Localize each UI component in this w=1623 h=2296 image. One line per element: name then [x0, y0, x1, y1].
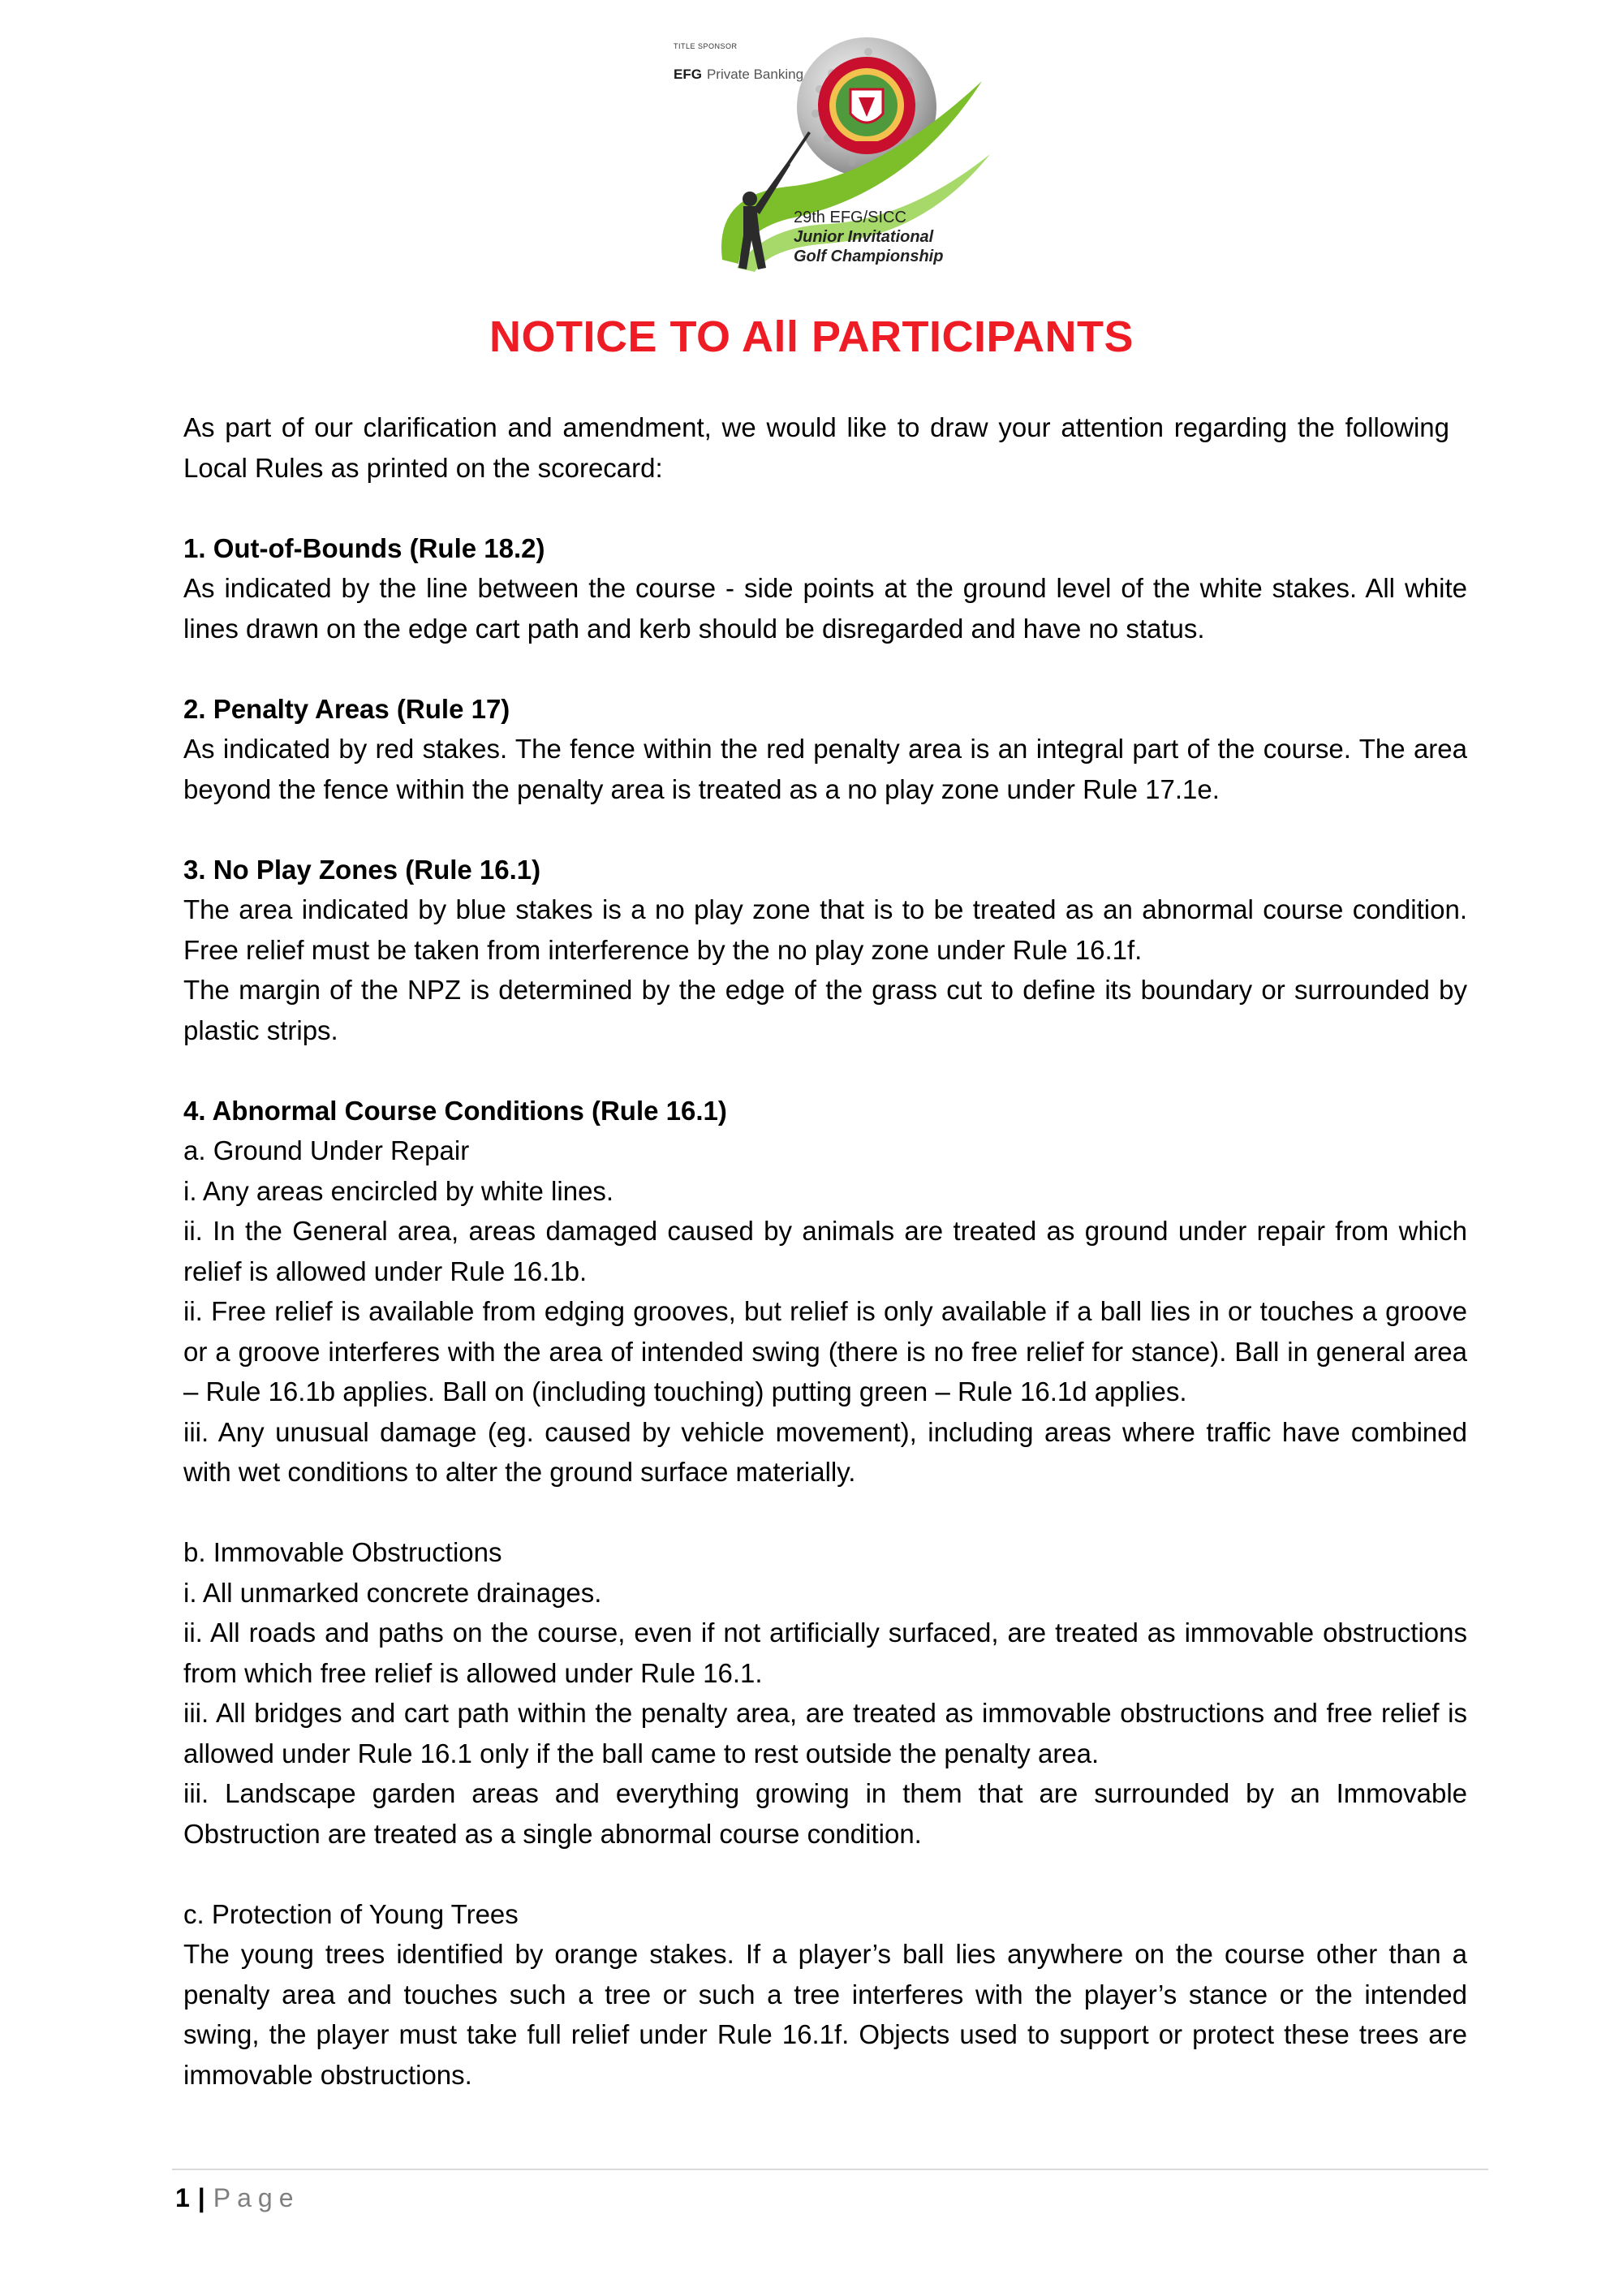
page-number: 1	[175, 2183, 190, 2212]
page-label: Page	[213, 2183, 300, 2212]
list-item: ii. Free relief is available from edging grooves, but relief is only available if a ball lies in or touches a groove or a groove interferes with the area of intended swing (there is no free relief for stance). Ball in general area – Rule 16.1b applies. Ball on (including touching) putting green – Rule 16.1d applies.	[183, 1296, 1467, 1406]
event-logo	[665, 32, 1006, 276]
section-heading: 4. Abnormal Course Conditions (Rule 16.1)	[183, 1095, 727, 1126]
event-line-2: Junior Invitational	[794, 228, 934, 246]
page-footer	[175, 2183, 299, 2213]
section-out-of-bounds	[183, 528, 1467, 649]
list-item: iii. Landscape garden areas and everything growing in them that are surrounded by an Immovable Obstruction are treated as a single abnormal course condition.	[183, 1778, 1467, 1849]
sponsor-brand-name: EFG	[674, 67, 702, 82]
section-heading: 3. No Play Zones (Rule 16.1)	[183, 854, 541, 885]
section-paragraph: The margin of the NPZ is determined by the edge of the grass cut to define its boundary or surrounded by plastic strips.	[183, 975, 1467, 1045]
subsection-young-trees	[183, 1894, 1467, 2096]
section-paragraph: The area indicated by blue stakes is a no play zone that is to be treated as an abnormal course condition. Free relief must be taken from interference by the no play zone under Rule 16.1f.	[183, 894, 1467, 965]
subsection-immovable-obstructions	[183, 1532, 1467, 1854]
list-item: i. All unmarked concrete drainages.	[183, 1577, 602, 1608]
section-paragraph: As indicated by red stakes. The fence within the red penalty area is an integral part of the course. The area beyond the fence within the penalty area is treated as a no play zone under Rule 17.1e.	[183, 734, 1467, 804]
intro-paragraph: As part of our clarification and amendment, we would like to draw your attention regarding the following Local Rules as printed on the scorecard:	[183, 412, 1449, 483]
footer-divider	[172, 2169, 1488, 2170]
list-item: ii. In the General area, areas damaged caused by animals are treated as ground under repair from which relief is allowed under Rule 16.1b.	[183, 1216, 1467, 1286]
page-title: NOTICE TO All PARTICIPANTS	[489, 312, 1134, 361]
subsection-ground-under-repair	[183, 1131, 1467, 1493]
subsection-paragraph: The young trees identified by orange stakes. If a player’s ball lies anywhere on the course other than a penalty area and touches such a tree or such a tree interferes with the player’s stance or the intended swing, the player must take full relief under Rule 16.1f. Objects used to support or protect these trees are immovable obstructions.	[183, 1939, 1467, 2090]
section-penalty-areas	[183, 689, 1467, 810]
subsection-title: a. Ground Under Repair	[183, 1135, 470, 1165]
section-no-play-zones	[183, 850, 1467, 1051]
event-line-3: Golf Championship	[794, 248, 944, 265]
section-paragraph: As indicated by the line between the course - side points at the ground level of the white stakes. All white lines drawn on the edge cart path and kerb should be disregarded and have no status.	[183, 573, 1467, 644]
section-abnormal-course-conditions	[183, 1091, 1467, 2096]
sponsor-label: TITLE SPONSOR	[674, 42, 738, 50]
subsection-title: b. Immovable Obstructions	[183, 1537, 502, 1567]
subsection-title: c. Protection of Young Trees	[183, 1898, 519, 1929]
section-heading: 1. Out-of-Bounds (Rule 18.2)	[183, 532, 545, 563]
notice-body	[183, 407, 1467, 2095]
event-line-1: 29th EFG/SICC	[794, 209, 906, 226]
event-title-block	[794, 208, 956, 266]
footer-separator: |	[197, 2183, 205, 2212]
list-item: iii. All bridges and cart path within the penalty area, are treated as immovable obstructions and free relief is allowed under Rule 16.1 only if the ball came to rest outside the penalty area.	[183, 1698, 1467, 1768]
list-item: i. Any areas encircled by white lines.	[183, 1175, 614, 1206]
sponsor-division: Private Banking	[706, 67, 804, 82]
list-item: ii. All roads and paths on the course, even if not artificially surfaced, are treated as immovable obstructions from which free relief is allowed under Rule 16.1.	[183, 1618, 1467, 1688]
list-item: iii. Any unusual damage (eg. caused by vehicle movement), including areas where traffic have combined with wet conditions to alter the ground surface materially.	[183, 1416, 1467, 1487]
section-heading: 2. Penalty Areas (Rule 17)	[183, 693, 510, 724]
